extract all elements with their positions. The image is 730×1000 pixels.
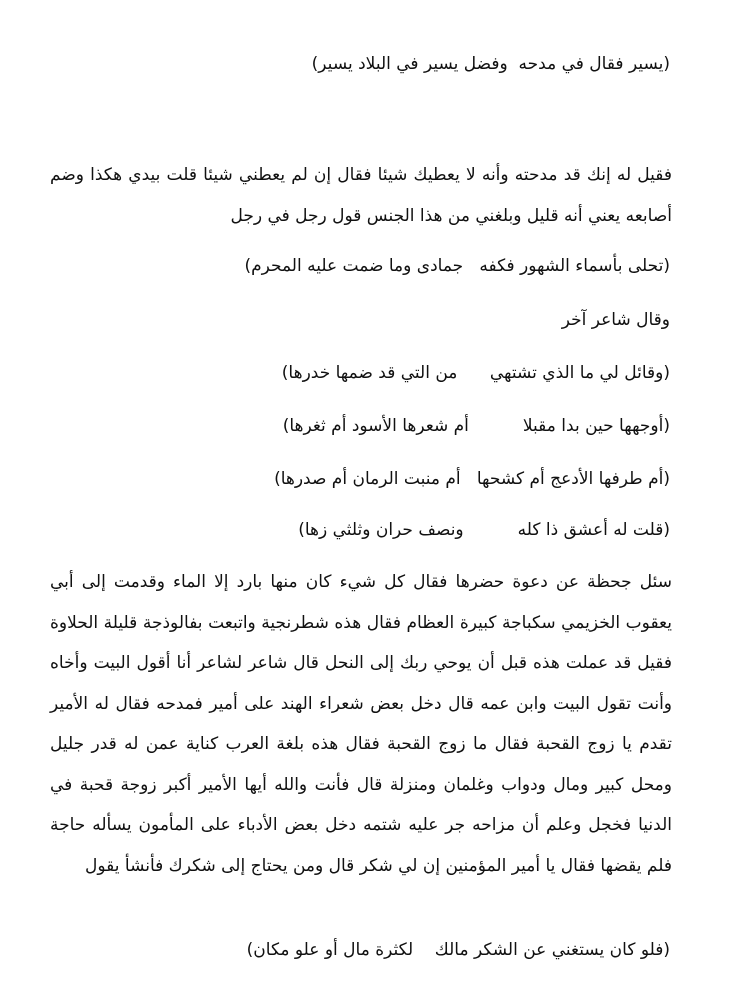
text-line: وقال شاعر آخر <box>561 310 670 330</box>
verse-line: (يسير فقال في مدحه وفضل يسير في البلاد يسير) <box>311 54 670 74</box>
verse-line: (قلت له أعشق ذا كله ونصف حران وثلثي زها) <box>298 520 670 540</box>
verse-line: (تحلى بأسماء الشهور فكفه جمادى وما ضمت عليه المحرم) <box>244 256 670 276</box>
paragraph: فقيل له إنك قد مدحته وأنه لا يعطيك شيئا فقال إن لم يعطني شيئا قلت بيدي هكذا وضم أصابعه يعني أنه قليل وبلغني من هذا الجنس قول رجل في رجل <box>50 165 672 226</box>
verse-line: (وقائل لي ما الذي تشتهي من التي قد ضمها خدرها) <box>281 363 670 383</box>
verse-line: (فلو كان يستغني عن الشكر مالك لكثرة مال أو علو مكان) <box>246 940 670 960</box>
verse-line: (أم طرفها الأدعج أم كشحها أم منبت الرمان أم صدرها) <box>274 469 670 489</box>
paragraph: سئل جحظة عن دعوة حضرها فقال كل شيء كان منها بارد إلا الماء وقدمت إلى أبي يعقوب الخزيمي سكباجة كبيرة العظام فقال هذه شطرنجية واتبعت بفالوذجة قليلة الحلاوة فقيل قد عملت هذه قبل أن يوحي ربك إلى النحل قال شاعر لشاعر أنا أقول البيت وأخاه وأنت تقول البيت وابن عمه قال دخل بعض شعراء الهند على أمير فمدحه فقال له الأمير تقدم يا زوج القحبة فقال ما زوج القحبة فقال هذه بلغة العرب كناية عمن له قدر جليل ومحل كبير ومال ودواب وغلمان ومنزلة قال فأنت والله أيها الأمير أكبر زوجة قحبة في الدنيا فخجل وعلم أن مزاحه جر عليه شتمه دخل بعض الأدباء على المأمون يسأله حاجة فلم يقضها فقال يا أمير المؤمنين إن لي شكر قال ومن يحتاج إلى شكرك فأنشأ يقول <box>50 572 672 876</box>
verse-line: (أوجهها حين بدا مقبلا أم شعرها الأسود أم ثغرها) <box>282 416 670 436</box>
